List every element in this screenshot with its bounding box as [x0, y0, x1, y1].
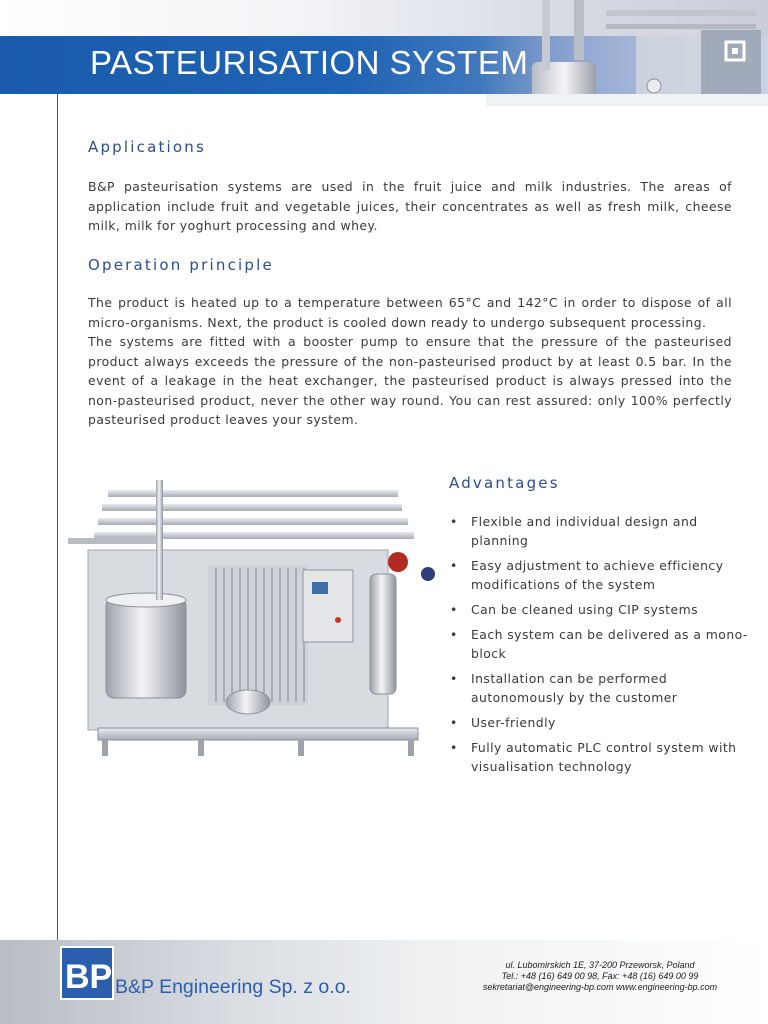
operation-heading: Operation principle: [88, 256, 274, 274]
advantage-item: [450, 669, 750, 707]
contact-block: [450, 960, 750, 993]
advantages-heading: Advantages: [449, 474, 560, 492]
advantage-item: [450, 600, 750, 619]
bullet-icon: •: [450, 602, 458, 617]
phone-line: Tel.: +48 (16) 649 00 98, Fax: +48 (16) 649 00 99: [501, 971, 699, 981]
operation-text: [88, 293, 732, 430]
advantage-text: Fully automatic PLC control system with visualisation technology: [471, 740, 737, 774]
bullet-icon: •: [450, 671, 458, 686]
advantage-text: Installation can be performed autonomously by the customer: [471, 671, 678, 705]
company-logo: [60, 946, 114, 1000]
bullet-icon: •: [450, 627, 458, 642]
advantage-text: Can be cleaned using CIP systems: [471, 602, 698, 617]
advantages-list: [450, 512, 750, 782]
page-title: PASTEURISATION SYSTEM: [90, 44, 529, 81]
operation-paragraph-1: The product is heated up to a temperature between 65°C and 142°C in order to dispose of all micro-organisms. Next, the product is cooled down ready to undergo subsequent processing.: [88, 295, 732, 330]
advantage-text: Each system can be delivered as a mono-block: [471, 627, 748, 661]
advantage-text: Easy adjustment to achieve efficiency modifications of the system: [471, 558, 724, 592]
applications-paragraph: B&P pasteurisation systems are used in the fruit juice and milk industries. The areas of application include fruit and vegetable juices, their concentrates as well as fresh milk, cheese milk, milk for yoghurt processing and whey.: [88, 179, 732, 233]
advantage-item: [450, 738, 750, 776]
address-line: ul. Lubomirskich 1E, 37-200 Przeworsk, Poland: [505, 960, 695, 970]
bullet-icon: •: [450, 715, 458, 730]
logo-letters: BP: [65, 958, 113, 996]
pasteurisation-machine-photo: [58, 470, 442, 770]
advantage-text: User-friendly: [471, 715, 556, 730]
advantage-item: [450, 512, 750, 550]
bullet-icon: •: [450, 558, 458, 573]
applications-text: [88, 177, 732, 236]
operation-paragraph-2: The systems are fitted with a booster pump to ensure that the pressure of the pasteurised product always exceeds the pressure of the non-pasteurised product by at least 0.5 bar. In the event of a leakage in the heat exchanger, the pasteurised product is always pressed into the non-pasteurised product, never the other way round. You can rest assured: only 100% perfectly pasteurised product leaves your system.: [88, 334, 732, 427]
applications-heading: Applications: [88, 138, 207, 156]
bullet-icon: •: [450, 740, 458, 755]
advantage-text: Flexible and individual design and planning: [471, 514, 698, 548]
advantage-item: [450, 713, 750, 732]
advantage-item: [450, 625, 750, 663]
advantage-item: [450, 556, 750, 594]
email-web-line: sekretariat@engineering-bp.com www.engineering-bp.com: [482, 982, 718, 992]
bullet-icon: •: [450, 514, 458, 529]
company-name: B&P Engineering Sp. z o.o.: [115, 976, 351, 998]
